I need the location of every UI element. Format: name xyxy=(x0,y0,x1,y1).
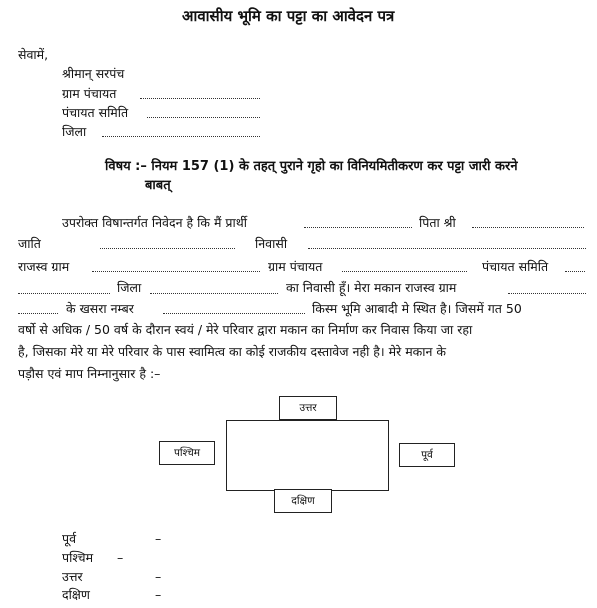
address-sarpanch: श्रीमान् सरपंच xyxy=(62,66,125,81)
khasra-number-blank[interactable] xyxy=(163,313,305,314)
body-district-blank[interactable] xyxy=(150,293,278,294)
body-resident-statement: का निवासी हूँ। मेरा मकान राजस्व ग्राम xyxy=(286,280,457,295)
address-district: जिला xyxy=(62,124,87,139)
side-north-dash: – xyxy=(155,569,162,584)
caste-blank[interactable] xyxy=(100,248,235,249)
body-panchayat-samiti-label: पंचायत समिति xyxy=(482,259,549,274)
body-gram-panchayat-label: ग्राम पंचायत xyxy=(268,259,323,274)
side-south-label: दक्षिण xyxy=(62,587,90,602)
resident-blank[interactable] xyxy=(308,248,586,249)
body-applicant-label: उपरोक्त विषान्तर्गत निवेदन है कि मैं प्रार्थी xyxy=(62,215,247,230)
body-village-continue-blank[interactable] xyxy=(18,313,58,314)
side-east-dash: – xyxy=(155,531,162,546)
body-resident-label: निवासी xyxy=(255,236,288,251)
diagram-east-box: पूर्व xyxy=(399,443,455,467)
diagram-north-box: उत्तर xyxy=(279,396,337,420)
body-revenue-village-label: राजस्व ग्राम xyxy=(18,259,70,274)
side-east-label: पूर्व xyxy=(62,531,77,546)
body-panchayat-samiti-blank[interactable] xyxy=(565,271,585,272)
body-samiti-continue-blank[interactable] xyxy=(18,293,110,294)
house-plot-box xyxy=(226,420,389,491)
side-north-label: उत्तर xyxy=(62,569,83,584)
body-khasra-label: के खसरा नम्बर xyxy=(66,301,134,316)
salutation: सेवामें, xyxy=(18,47,49,62)
body-line-8: पड़ौस एवं माप निम्नानुसार है :– xyxy=(18,366,161,381)
applicant-name-blank[interactable] xyxy=(304,227,412,228)
subject-line-1: विषय :– नियम 157 (1) के तहत् पुराने गृहो का विनियमितीकरण कर पट्टा जारी करने xyxy=(105,159,518,174)
address-panchayat-samiti: पंचायत समिति xyxy=(62,105,129,120)
panchayat-samiti-blank[interactable] xyxy=(147,117,260,118)
side-south-dash: – xyxy=(155,587,162,602)
gram-panchayat-blank[interactable] xyxy=(140,98,260,99)
side-west-dash: – xyxy=(117,550,124,565)
diagram-west-box: पश्चिम xyxy=(159,441,215,465)
body-caste-label: जाति xyxy=(18,236,41,251)
body-land-type-text: किस्म भूमि आबादी मे स्थित है। जिसमें गत 50 xyxy=(312,301,522,316)
body-father-label: पिता श्री xyxy=(419,215,456,230)
page-title: आवासीय भूमि का पट्टा का आवेदन पत्र xyxy=(182,7,395,25)
body-line-7: है, जिसका मेरे या मेरे परिवार के पास स्वामित्व का कोई राजकीय दस्तावेज नही है। मेरे मकान के xyxy=(18,344,447,359)
body-gram-panchayat-blank[interactable] xyxy=(342,271,467,272)
side-west-label: पश्चिम xyxy=(62,550,94,565)
diagram-south-box: दक्षिण xyxy=(274,489,332,513)
body-district-label: जिला xyxy=(117,280,142,295)
body-line-6: वर्षो से अधिक / 50 वर्ष के दौरान स्वयं / मेरे परिवार द्वारा मकान का निर्माण कर निवास किया जा रहा xyxy=(18,322,473,337)
revenue-village-blank[interactable] xyxy=(92,271,260,272)
father-name-blank[interactable] xyxy=(472,227,584,228)
body-house-village-blank[interactable] xyxy=(508,293,586,294)
subject-line-2: बाबत् xyxy=(145,178,171,193)
district-blank[interactable] xyxy=(102,136,260,137)
address-gram-panchayat: ग्राम पंचायत xyxy=(62,86,117,101)
